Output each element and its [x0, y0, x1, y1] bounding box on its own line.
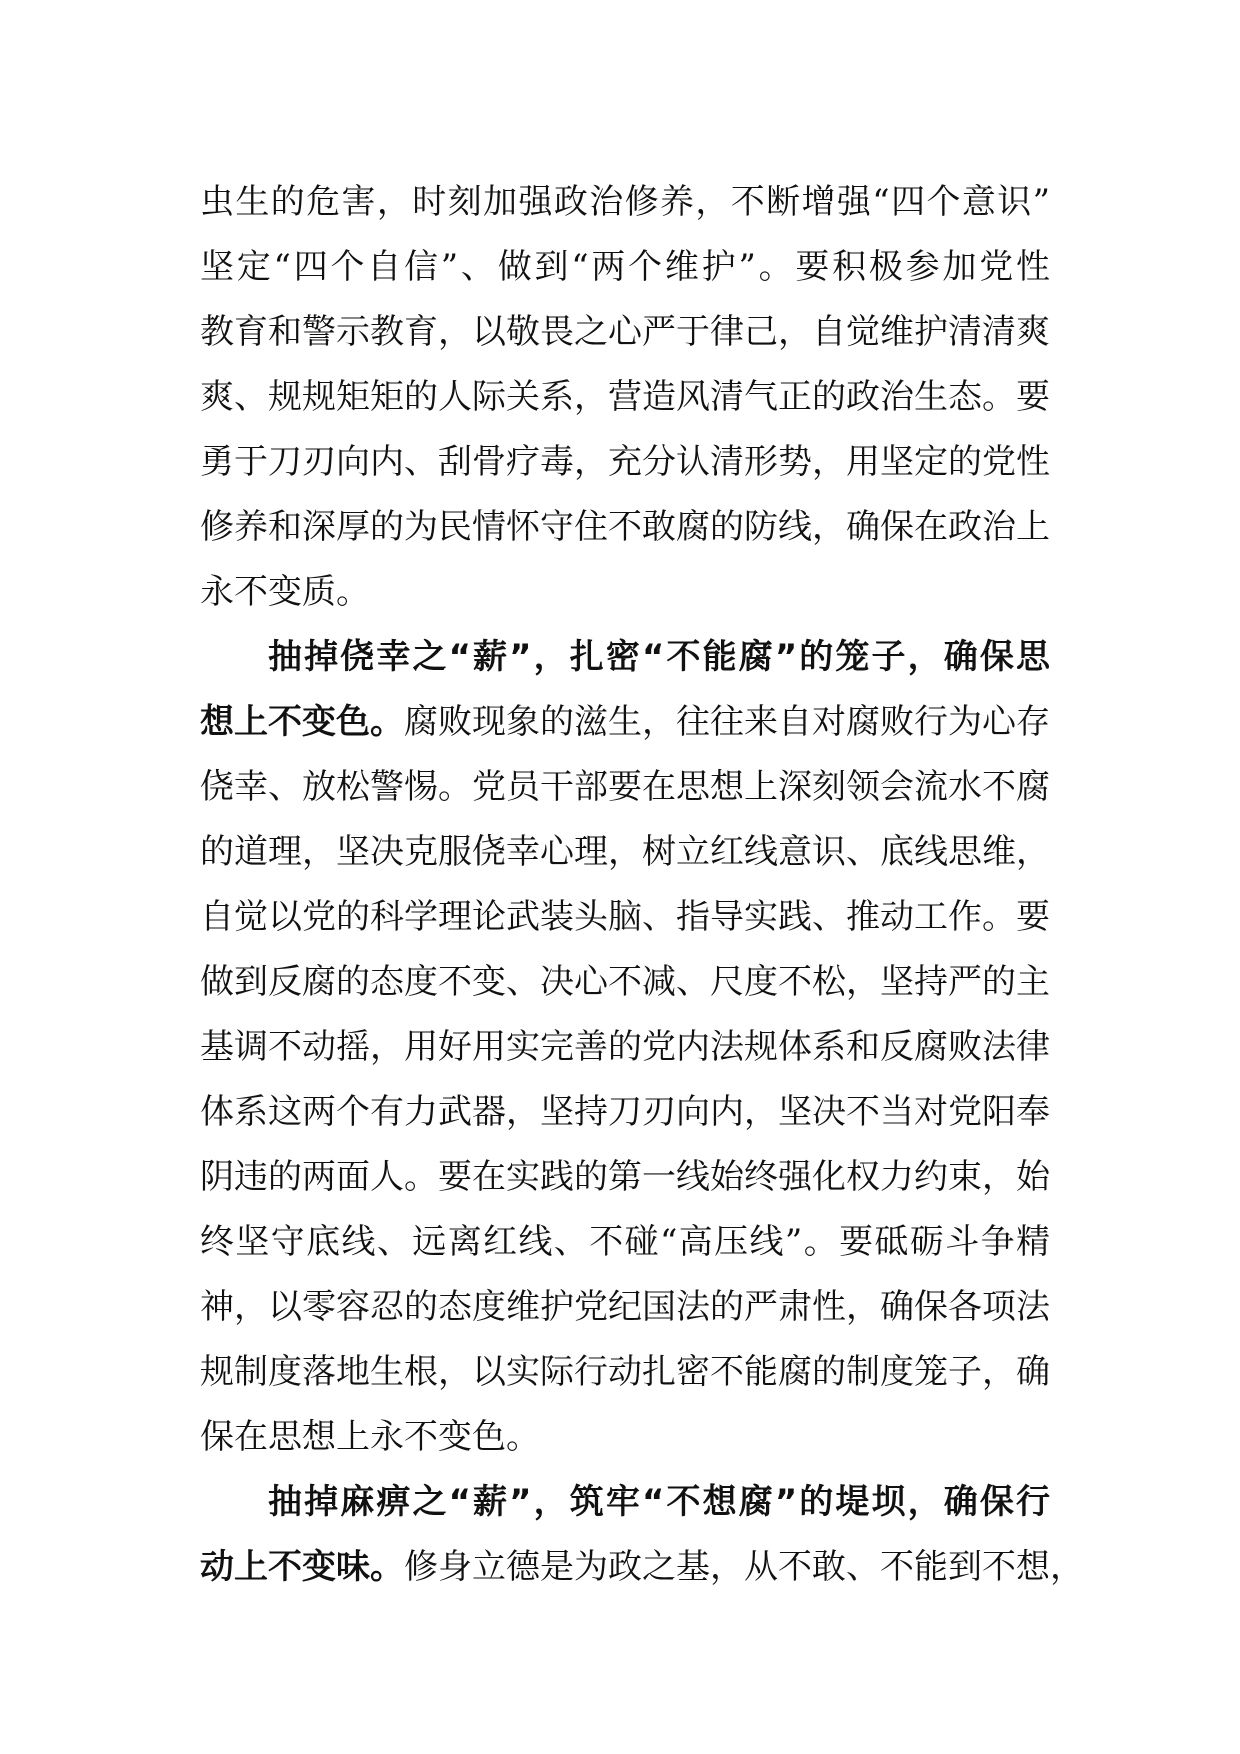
- text-line: 侥幸、放松警惕。党员干部要在思想上深刻领会流水不腐: [200, 767, 1050, 807]
- text-line: 教育和警示教育，以敬畏之心严于律己，自觉维护清清爽: [200, 312, 1050, 352]
- text-line: 爽、规规矩矩的人际关系，营造风清气正的政治生态。要: [200, 377, 1050, 417]
- text-line: 坚定“四个自信”、做到“两个维护”。要积极参加党性: [200, 247, 1050, 287]
- text-span: 腐败现象的滋生，往往来自对腐败行为心存: [404, 702, 1050, 742]
- document-body: [200, 170, 1084, 1600]
- text-line: 虫生的危害，时刻加强政治修养，不断增强“四个意识”: [200, 182, 1050, 222]
- text-line: 终坚守底线、远离红线、不碰“高压线”。要砥砺斗争精: [200, 1222, 1050, 1262]
- mixed-line: [200, 1535, 1084, 1600]
- section-heading-tail: 想上不变色。: [200, 702, 404, 742]
- text-span: 修身立德是为政之基，从不敢、不能到不想，: [404, 1547, 1084, 1587]
- text-line: 体系这两个有力武器，坚持刀刃向内，坚决不当对党阳奉: [200, 1092, 1050, 1132]
- text-line: 阴违的两面人。要在实践的第一线始终强化权力约束，始: [200, 1157, 1050, 1197]
- mixed-line: [200, 690, 1050, 755]
- text-line: 自觉以党的科学理论武装头脑、指导实践、推动工作。要: [200, 897, 1050, 937]
- text-line: 永不变质。: [200, 572, 370, 612]
- text-line: 神，以零容忍的态度维护党纪国法的严肃性，确保各项法: [200, 1287, 1050, 1327]
- section-heading-tail: 动上不变味。: [200, 1547, 404, 1587]
- text-line: 修养和深厚的为民情怀守住不敢腐的防线，确保在政治上: [200, 507, 1050, 547]
- text-line: 的道理，坚决克服侥幸心理，树立红线意识、底线思维，: [200, 832, 1050, 872]
- text-line: 勇于刀刃向内、刮骨疗毒，充分认清形势，用坚定的党性: [200, 442, 1050, 482]
- text-line: 基调不动摇，用好用实完善的党内法规体系和反腐败法律: [200, 1027, 1050, 1067]
- text-line: 保在思想上永不变色。: [200, 1417, 540, 1457]
- text-line: 规制度落地生根，以实际行动扎密不能腐的制度笼子，确: [200, 1352, 1050, 1392]
- text-line: 做到反腐的态度不变、决心不减、尺度不松，坚持严的主: [200, 962, 1050, 1002]
- section-heading-line: 抽掉侥幸之“薪”，扎密“不能腐”的笼子，确保思: [268, 637, 1050, 677]
- section-heading-line: 抽掉麻痹之“薪”，筑牢“不想腐”的堤坝，确保行: [268, 1482, 1050, 1522]
